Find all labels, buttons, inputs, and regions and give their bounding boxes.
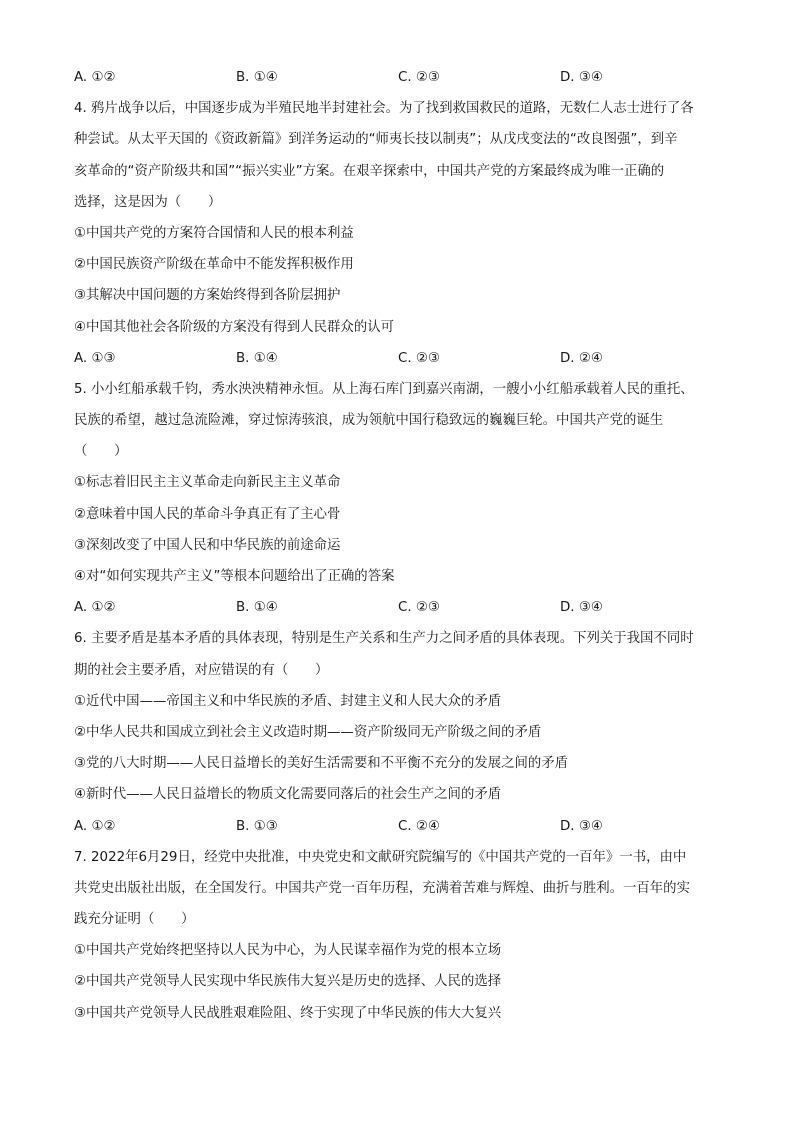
- option-c: C. ②④: [398, 818, 440, 834]
- statement-item: ③党的八大时期——人民日益增长的美好生活需要和不平衡不充分的发展之间的矛盾: [74, 756, 569, 772]
- question-stem-line: （ ）: [74, 444, 128, 460]
- question-stem-line: 期的社会主要矛盾，对应错误的有（ ）: [74, 662, 329, 678]
- statement-item: ①近代中国——帝国主义和中华民族的矛盾、封建主义和人民大众的矛盾: [74, 693, 502, 709]
- option-d: D. ③④: [560, 818, 603, 834]
- statement-item: ①中国共产党的方案符合国情和人民的根本利益: [74, 225, 354, 241]
- option-a: A. ①②: [74, 818, 116, 834]
- option-d: D. ②④: [560, 350, 603, 366]
- q3-options: [74, 62, 724, 93]
- option-a: A. ①③: [74, 350, 116, 366]
- question-stem-line: 践充分证明（ ）: [74, 912, 195, 928]
- question-stem-line: 7. 2022年6月29日，经党中央批准，中央党史和文献研究院编写的《中国共产党的一百年》一书，由中: [74, 849, 687, 865]
- option-b: B. ①④: [236, 350, 278, 366]
- statement-item: ④对“如何实现共产主义”等根本问题给出了正确的答案: [74, 569, 395, 584]
- option-b: B. ①③: [236, 818, 278, 834]
- statement-item: ④新时代——人民日益增长的物质文化需要同落后的社会生产之间的矛盾: [74, 787, 502, 803]
- question-stem-line: 4. 鸦片战争以后，中国逐步成为半殖民地半封建社会。为了找到救国救民的道路，无数仁人志士进行了各: [74, 101, 694, 117]
- option-b: B. ①④: [236, 70, 278, 85]
- statement-item: ①中国共产党始终把坚持以人民为中心，为人民谋幸福作为党的根本立场: [74, 943, 502, 959]
- exam-page: [74, 62, 724, 1029]
- q5-options: [74, 592, 724, 623]
- statement-item: ②意味着中国人民的革命斗争真正有了主心骨: [74, 506, 341, 522]
- statement-item: ③深刻改变了中国人民和中华民族的前途命运: [74, 537, 341, 553]
- statement-item: ③其解决中国问题的方案始终得到各阶层拥护: [74, 288, 341, 304]
- option-c: C. ②③: [398, 600, 440, 616]
- question-6: [74, 623, 724, 841]
- option-a: A. ①②: [74, 600, 116, 616]
- question-stem-line: 5. 小小红船承载千钧，秀水泱泱精神永恒。从上海石库门到嘉兴南湖，一艘小小红船承载着人民的重托、: [74, 381, 694, 397]
- q4-options: [74, 343, 724, 374]
- question-stem-line: 种尝试。从太平天国的《资政新篇》到洋务运动的“师夷长技以制夷”；从戊戌变法的“改良图强”，到辛: [74, 132, 678, 148]
- question-stem-line: 民族的希望，越过急流险滩，穿过惊涛骇浪，成为领航中国行稳致远的巍巍巨轮。中国共产党的诞生: [74, 413, 664, 429]
- question-stem-line: 亥革命的“资产阶级共和国”“振兴实业”方案。在艰辛探索中，中国共产党的方案最终成为唯一正确的: [74, 163, 665, 179]
- option-b: B. ①④: [236, 600, 278, 616]
- statement-item: ③中国共产党领导人民战胜艰难险阻、终于实现了中华民族的伟大大复兴: [74, 1005, 502, 1021]
- question-stem-line: 选择，这是因为（ ）: [74, 194, 222, 210]
- option-d: D. ③④: [560, 600, 603, 616]
- question-7: [74, 842, 724, 1029]
- question-4: [74, 93, 724, 374]
- option-c: C. ②③: [398, 70, 440, 85]
- statement-item: ④中国其他社会各阶级的方案没有得到人民群众的认可: [74, 319, 394, 335]
- statement-item: ②中国共产党领导人民实现中华民族伟大复兴是历史的选择、人民的选择: [74, 974, 502, 990]
- statement-item: ②中华人民共和国成立到社会主义改造时期——资产阶级同无产阶级之间的矛盾: [74, 724, 542, 740]
- statement-item: ②中国民族资产阶级在革命中不能发挥积极作用: [74, 257, 354, 273]
- question-5: [74, 374, 724, 624]
- option-a: A. ①②: [74, 70, 116, 85]
- option-c: C. ②③: [398, 350, 440, 366]
- option-d: D. ③④: [560, 70, 603, 85]
- question-stem-line: 6. 主要矛盾是基本矛盾的具体表现，特别是生产关系和生产力之间矛盾的具体表现。下列关于我国不同时: [74, 631, 694, 647]
- question-stem-line: 共党史出版社出版，在全国发行。中国共产党一百年历程，充满着苦难与辉煌、曲折与胜利。一百年的实: [74, 880, 690, 896]
- q6-options: [74, 811, 724, 842]
- statement-item: ①标志着旧民主主义革命走向新民主主义革命: [74, 475, 341, 491]
